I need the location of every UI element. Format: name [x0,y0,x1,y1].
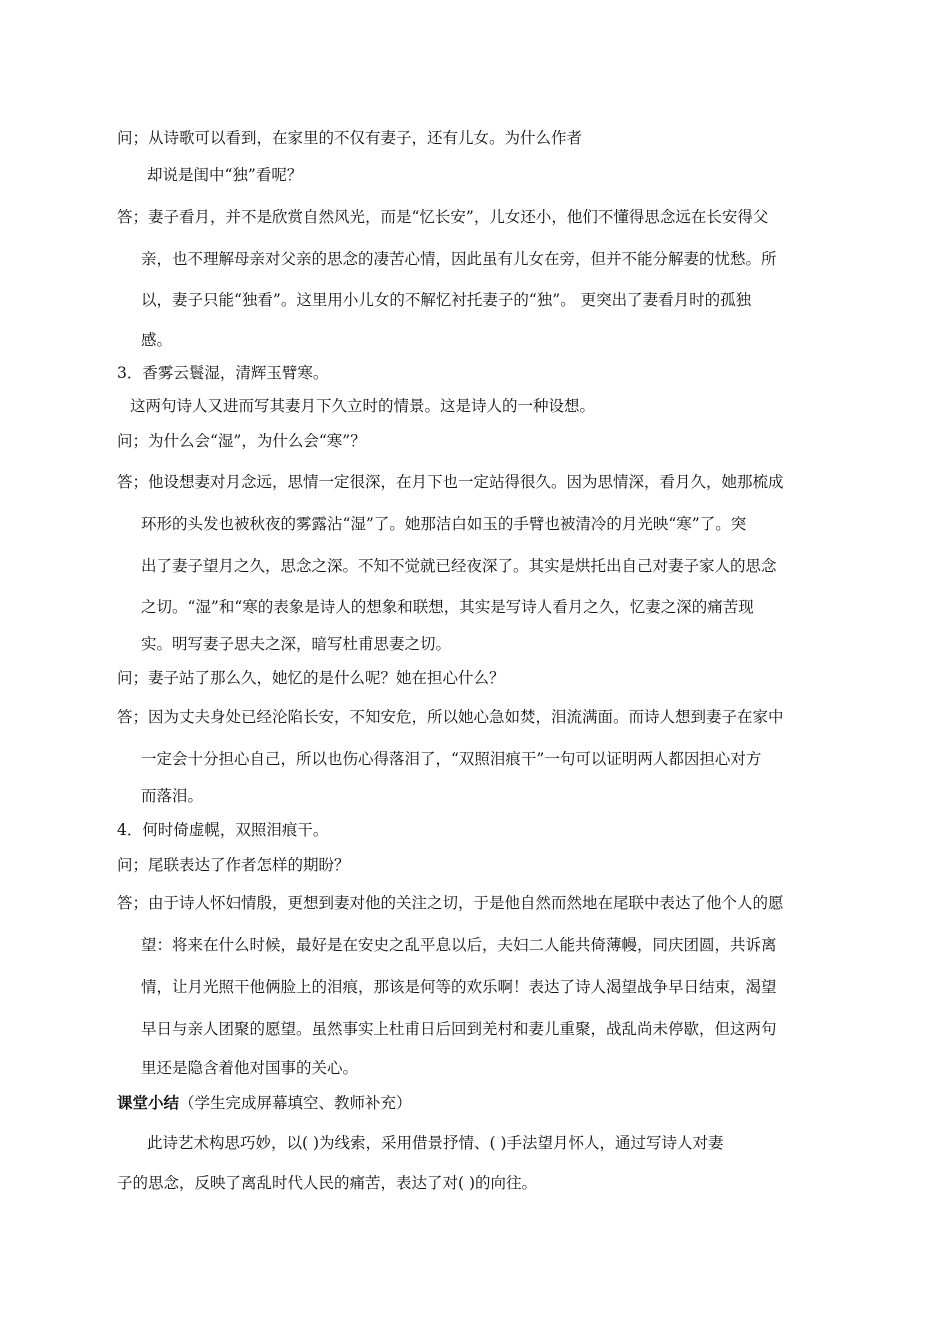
summary-paragraph-line-cont: 子的思念，反映了离乱时代人民的痛苦，表达了对( )的向往。 [117,1174,538,1192]
answer-line: 答；由于诗人怀妇情殷，更想到妻对他的关注之切，于是他自然而然地在尾联中表达了他个人的愿 [117,894,784,912]
question-line-cont: 却说是闺中“独”看呢？ [147,166,303,184]
question-line: 问；妻子站了那么久，她忆的是什么呢？她在担心什么？ [117,669,505,687]
answer-line-cont: 感。 [141,331,173,349]
answer-line-cont: 里还是隐含着他对国事的关心。 [141,1059,359,1077]
answer-line-cont: 实。明写妻子思夫之深，暗写杜甫思妻之切。 [141,635,452,653]
answer-line-cont: 早日与亲人团聚的愿望。虽然事实上杜甫日后回到羌村和妻儿重聚，战乱尚未停歇，但这两句 [141,1020,777,1038]
summary-heading: 课堂小结 [117,1093,180,1112]
summary-paragraph-line: 此诗艺术构思巧妙，以( )为线索，采用借景抒情、( )手法望月怀人，通过写诗人对妻 [147,1134,724,1152]
answer-line-cont: 亲，也不理解母亲对父亲的思念的凄苦心情，因此虽有儿女在旁，但并不能分解妻的忧愁。所 [141,250,777,268]
summary-heading-line [117,1093,412,1113]
verse-line: 3．香雾云鬟湿，清辉玉臂寒。 [117,364,329,382]
answer-line: 答；他设想妻对月念远，思情一定很深，在月下也一定站得很久。因为思情深，看月久，她那梳成 [117,473,784,491]
answer-line-cont: 情，让月光照干他俩脸上的泪痕，那该是何等的欢乐啊！表达了诗人渴望战争早日结束，渴望 [141,978,777,996]
verse-line: 4．何时倚虚幌，双照泪痕干。 [117,821,329,839]
answer-line-cont: 出了妻子望月之久，思念之深。不知不觉就已经夜深了。其实是烘托出自己对妻子家人的思念 [141,557,777,575]
answer-line-cont: 之切。“湿”和“寒的表象是诗人的想象和联想，其实是写诗人看月之久，忆妻之深的痛苦现 [141,598,754,616]
summary-heading-note: （学生完成屏幕填空、教师补充） [179,1094,412,1112]
answer-line-cont: 以，妻子只能“独看”。这里用小儿女的不解忆衬托妻子的“独”。 更突出了妻看月时的孤独 [141,291,752,309]
answer-line: 答；因为丈夫身处已经沦陷长安，不知安危，所以她心急如焚，泪流满面。而诗人想到妻子在家中 [117,708,784,726]
answer-line-cont: 环形的头发也被秋夜的雾露沾“湿”了。她那洁白如玉的手臂也被清冷的月光映“寒”了。突 [141,515,747,533]
answer-line-cont: 望：将来在什么时候，最好是在安史之乱平息以后，夫妇二人能共倚薄幔，同庆团圆，共诉离 [141,936,777,954]
answer-line: 答；妻子看月，并不是欣赏自然风光，而是“忆长安”，儿女还小，他们不懂得思念远在长安得父 [117,208,769,226]
answer-line-cont: 一定会十分担心自己，所以也伤心得落泪了，“双照泪痕干”一句可以证明两人都因担心对方 [141,750,762,768]
explanation-line: 这两句诗人又进而写其妻月下久立时的情景。这是诗人的一种设想。 [130,397,596,415]
question-line: 问；尾联表达了作者怎样的期盼？ [117,856,350,874]
answer-line-cont: 而落泪。 [141,787,204,805]
question-line: 问；为什么会“湿”，为什么会“寒”？ [117,432,366,450]
question-line: 问；从诗歌可以看到，在家里的不仅有妻子，还有儿女。为什么作者 [117,129,583,147]
